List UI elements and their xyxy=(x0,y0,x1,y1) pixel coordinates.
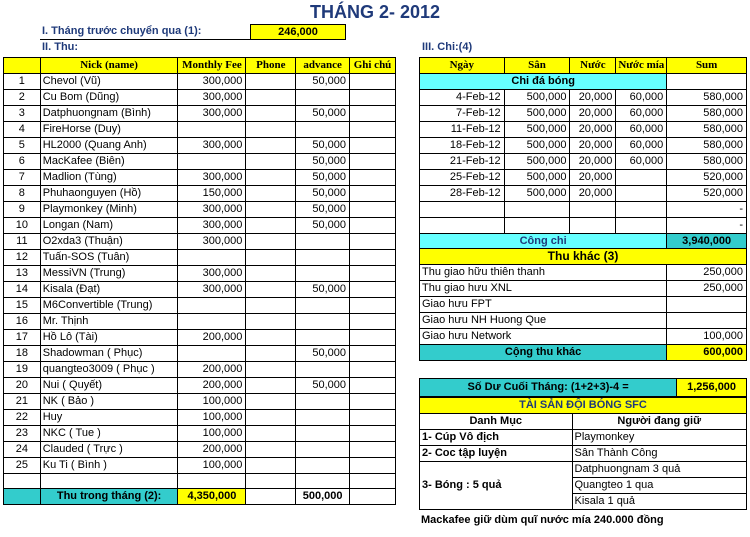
member-name[interactable]: Playmonkey (Minh) xyxy=(40,202,178,218)
monthly-fee[interactable]: 100,000 xyxy=(178,410,246,426)
member-name[interactable]: Huy xyxy=(40,410,178,426)
phone-fee[interactable] xyxy=(246,122,296,138)
other-income-name[interactable]: Giao hưu NH Huong Que xyxy=(420,313,667,329)
table-row xyxy=(4,298,396,314)
advance-fee[interactable] xyxy=(296,362,350,378)
advance-fee[interactable] xyxy=(296,250,350,266)
note-cell[interactable] xyxy=(350,426,396,442)
expense-water[interactable]: 20,000 xyxy=(570,106,616,122)
header-field: Sân xyxy=(504,58,570,74)
expense-sum[interactable]: 520,000 xyxy=(667,170,747,186)
monthly-fee[interactable]: 300,000 xyxy=(178,170,246,186)
member-name[interactable]: Longan (Nam) xyxy=(40,218,178,234)
header-index xyxy=(4,58,41,74)
advance-fee[interactable]: 50,000 xyxy=(296,106,350,122)
expense-water[interactable]: 20,000 xyxy=(570,154,616,170)
header-advance: advance xyxy=(296,58,350,74)
table-row xyxy=(420,329,747,345)
member-name[interactable]: Clauded ( Trực ) xyxy=(40,442,178,458)
fund-note: Mackafee giữ dùm quĩ nước mía 240.000 đồng xyxy=(421,514,664,526)
other-income-name[interactable]: Giao hưu FPT xyxy=(420,297,667,313)
table-row xyxy=(4,170,396,186)
row-index: 2 xyxy=(4,90,41,106)
note-cell[interactable] xyxy=(350,442,396,458)
advance-fee[interactable]: 50,000 xyxy=(296,186,350,202)
asset-balls-holder[interactable]: Kisala 1 quả xyxy=(572,494,747,510)
balance-value[interactable]: 1,256,000 xyxy=(677,379,747,397)
note-cell[interactable] xyxy=(350,314,396,330)
other-income-value[interactable]: 100,000 xyxy=(667,329,747,345)
monthly-fee[interactable]: 100,000 xyxy=(178,394,246,410)
phone-fee[interactable] xyxy=(246,442,296,458)
table-row xyxy=(420,106,747,122)
expense-field[interactable]: 500,000 xyxy=(504,90,570,106)
advance-fee[interactable] xyxy=(296,266,350,282)
row-index: 3 xyxy=(4,106,41,122)
table-row xyxy=(420,202,747,218)
member-name[interactable]: Mr. Thịnh xyxy=(40,314,178,330)
member-name[interactable]: HL2000 (Quang Anh) xyxy=(40,138,178,154)
header-name: Nick (name) xyxy=(40,58,178,74)
table-row xyxy=(4,250,396,266)
expense-field[interactable]: 500,000 xyxy=(504,186,570,202)
asset-balls-holder[interactable]: Quangteo 1 qua xyxy=(572,478,747,494)
expense-cane[interactable]: 60,000 xyxy=(616,138,667,154)
expense-total-label: Công chi xyxy=(420,234,667,250)
member-name[interactable]: FireHorse (Duy) xyxy=(40,122,178,138)
income-table xyxy=(3,57,396,505)
income-total-advance[interactable]: 500,000 xyxy=(296,489,350,505)
row-index: 6 xyxy=(4,154,41,170)
other-income-value[interactable]: 250,000 xyxy=(667,265,747,281)
expense-cane[interactable] xyxy=(616,170,667,186)
row-index: 25 xyxy=(4,458,41,474)
table-row xyxy=(4,394,396,410)
table-row xyxy=(4,122,396,138)
monthly-fee[interactable]: 300,000 xyxy=(178,218,246,234)
row-index: 16 xyxy=(4,314,41,330)
table-row xyxy=(4,138,396,154)
assets-label: TÀI SẢN ĐỘI BÓNG SFC xyxy=(420,398,747,414)
advance-fee[interactable]: 50,000 xyxy=(296,346,350,362)
row-index: 12 xyxy=(4,250,41,266)
advance-fee[interactable]: 50,000 xyxy=(296,170,350,186)
table-row xyxy=(420,170,747,186)
member-name[interactable]: O2xda3 (Thuận) xyxy=(40,234,178,250)
advance-fee[interactable]: 50,000 xyxy=(296,378,350,394)
header-date: Ngày xyxy=(420,58,505,74)
expense-date[interactable]: 21-Feb-12 xyxy=(420,154,505,170)
expense-field[interactable]: 500,000 xyxy=(504,122,570,138)
note-cell[interactable] xyxy=(350,410,396,426)
monthly-fee[interactable]: 300,000 xyxy=(178,202,246,218)
expense-sum[interactable]: 520,000 xyxy=(667,186,747,202)
expense-field[interactable]: 500,000 xyxy=(504,138,570,154)
asset-name: 1- Cúp Vô địch xyxy=(420,430,573,446)
table-row xyxy=(420,90,747,106)
row-index: 7 xyxy=(4,170,41,186)
note-cell[interactable] xyxy=(350,74,396,90)
header-sum: Sum xyxy=(667,58,747,74)
expense-label: III. Chi:(4) xyxy=(422,41,473,53)
income-total-fee[interactable]: 4,350,000 xyxy=(178,489,246,505)
asset-balls-holder[interactable]: Datphuongnam 3 quả xyxy=(572,462,747,478)
table-row xyxy=(4,90,396,106)
note-cell[interactable] xyxy=(350,346,396,362)
expense-date[interactable] xyxy=(420,218,505,234)
note-cell[interactable] xyxy=(350,394,396,410)
phone-fee[interactable] xyxy=(246,234,296,250)
monthly-fee[interactable] xyxy=(178,346,246,362)
monthly-fee[interactable]: 300,000 xyxy=(178,90,246,106)
advance-fee[interactable] xyxy=(296,234,350,250)
phone-fee[interactable] xyxy=(246,138,296,154)
expense-section-label: Chi đá bóng xyxy=(420,74,667,90)
expense-field[interactable]: 500,000 xyxy=(504,106,570,122)
member-name[interactable]: Ku Ti ( Bình ) xyxy=(40,458,178,474)
note-cell[interactable] xyxy=(350,298,396,314)
phone-fee[interactable] xyxy=(246,74,296,90)
advance-fee[interactable]: 50,000 xyxy=(296,138,350,154)
asset-holder[interactable]: Playmonkey xyxy=(572,430,747,446)
expense-water[interactable]: 20,000 xyxy=(570,186,616,202)
table-row xyxy=(420,218,747,234)
member-name[interactable]: Tuấn-SOS (Tuân) xyxy=(40,250,178,266)
note-cell[interactable] xyxy=(350,282,396,298)
phone-fee[interactable] xyxy=(246,410,296,426)
phone-fee[interactable] xyxy=(246,250,296,266)
expense-date[interactable]: 18-Feb-12 xyxy=(420,138,505,154)
advance-fee[interactable] xyxy=(296,458,350,474)
other-income-table xyxy=(419,248,747,361)
note-cell[interactable] xyxy=(350,154,396,170)
advance-fee[interactable] xyxy=(296,314,350,330)
table-row xyxy=(420,281,747,297)
row-index: 17 xyxy=(4,330,41,346)
expense-total[interactable]: 3,940,000 xyxy=(667,234,747,250)
expense-field[interactable] xyxy=(504,218,570,234)
carryover-label: I. Tháng trước chuyển qua (1): xyxy=(40,24,250,40)
note-cell[interactable] xyxy=(350,138,396,154)
row-index: 11 xyxy=(4,234,41,250)
phone-fee[interactable] xyxy=(246,330,296,346)
table-row xyxy=(4,202,396,218)
income-total-label: Thu trong tháng (2): xyxy=(40,489,178,505)
table-row xyxy=(4,442,396,458)
monthly-fee[interactable] xyxy=(178,154,246,170)
member-name[interactable]: Phuhaonguyen (Hồ) xyxy=(40,186,178,202)
monthly-fee[interactable]: 150,000 xyxy=(178,186,246,202)
advance-fee[interactable]: 50,000 xyxy=(296,74,350,90)
member-name[interactable]: MessiVN (Trung) xyxy=(40,266,178,282)
monthly-fee[interactable] xyxy=(178,250,246,266)
table-row xyxy=(4,282,396,298)
advance-fee[interactable] xyxy=(296,442,350,458)
note-cell[interactable] xyxy=(350,330,396,346)
phone-fee[interactable] xyxy=(246,202,296,218)
expense-date[interactable]: 25-Feb-12 xyxy=(420,170,505,186)
expense-water[interactable]: 20,000 xyxy=(570,122,616,138)
table-row xyxy=(4,378,396,394)
expense-field[interactable]: 500,000 xyxy=(504,170,570,186)
phone-fee[interactable] xyxy=(246,314,296,330)
table-row xyxy=(4,346,396,362)
member-name[interactable]: MacKafee (Biên) xyxy=(40,154,178,170)
advance-fee[interactable] xyxy=(296,298,350,314)
member-name[interactable]: Cu Bom (Dũng) xyxy=(40,90,178,106)
table-row xyxy=(4,154,396,170)
member-name[interactable]: Hồ Lô (Tài) xyxy=(40,330,178,346)
note-cell[interactable] xyxy=(350,90,396,106)
phone-fee[interactable] xyxy=(246,106,296,122)
expense-water[interactable] xyxy=(570,202,616,218)
advance-fee[interactable]: 50,000 xyxy=(296,154,350,170)
row-index: 23 xyxy=(4,426,41,442)
table-row xyxy=(420,122,747,138)
monthly-fee[interactable]: 300,000 xyxy=(178,74,246,90)
monthly-fee[interactable]: 300,000 xyxy=(178,138,246,154)
monthly-fee[interactable]: 300,000 xyxy=(178,106,246,122)
row-index: 13 xyxy=(4,266,41,282)
member-name[interactable]: NKC ( Tue ) xyxy=(40,426,178,442)
header-note: Ghi chú xyxy=(350,58,396,74)
expense-sum[interactable]: 580,000 xyxy=(667,154,747,170)
expense-date[interactable]: 28-Feb-12 xyxy=(420,186,505,202)
row-index: 19 xyxy=(4,362,41,378)
expense-table xyxy=(419,57,747,250)
row-index: 24 xyxy=(4,442,41,458)
row-index: 14 xyxy=(4,282,41,298)
other-income-name[interactable]: Thu giao hữu thiên thanh xyxy=(420,265,667,281)
expense-water[interactable]: 20,000 xyxy=(570,90,616,106)
monthly-fee[interactable]: 200,000 xyxy=(178,442,246,458)
table-row xyxy=(4,410,396,426)
expense-water[interactable] xyxy=(570,218,616,234)
monthly-fee[interactable] xyxy=(178,122,246,138)
table-row xyxy=(4,106,396,122)
table-row xyxy=(4,458,396,474)
row-index: 9 xyxy=(4,202,41,218)
member-name[interactable]: Madlion (Tùng) xyxy=(40,170,178,186)
other-income-name[interactable]: Giao hưu Network xyxy=(420,329,667,345)
asset-name: 2- Coc tập luyện xyxy=(420,446,573,462)
monthly-fee[interactable]: 100,000 xyxy=(178,426,246,442)
advance-fee[interactable] xyxy=(296,394,350,410)
carryover-value[interactable]: 246,000 xyxy=(250,24,346,40)
expense-cane[interactable]: 60,000 xyxy=(616,122,667,138)
assets-table xyxy=(419,397,747,510)
phone-fee[interactable] xyxy=(246,378,296,394)
advance-fee[interactable]: 50,000 xyxy=(296,282,350,298)
expense-cane[interactable] xyxy=(616,186,667,202)
expense-cane[interactable]: 60,000 xyxy=(616,106,667,122)
note-cell[interactable] xyxy=(350,266,396,282)
note-cell[interactable] xyxy=(350,234,396,250)
monthly-fee[interactable] xyxy=(178,314,246,330)
assets-header-category: Danh Mục xyxy=(420,414,573,430)
member-name[interactable]: Datphuongnam (Bình) xyxy=(40,106,178,122)
table-row xyxy=(4,74,396,90)
page-title: THÁNG 2- 2012 xyxy=(309,2,441,22)
balance-label: Số Dư Cuối Tháng: (1+2+3)-4 = xyxy=(420,379,677,397)
note-cell[interactable] xyxy=(350,378,396,394)
advance-fee[interactable] xyxy=(296,122,350,138)
expense-cane[interactable]: 60,000 xyxy=(616,90,667,106)
expense-sum[interactable]: - xyxy=(667,218,747,234)
phone-fee[interactable] xyxy=(246,426,296,442)
table-row xyxy=(420,186,747,202)
advance-fee[interactable]: 50,000 xyxy=(296,202,350,218)
table-row xyxy=(4,218,396,234)
monthly-fee[interactable]: 100,000 xyxy=(178,458,246,474)
expense-date[interactable]: 7-Feb-12 xyxy=(420,106,505,122)
monthly-fee[interactable]: 200,000 xyxy=(178,330,246,346)
header-cane: Nước mía xyxy=(616,58,667,74)
table-row xyxy=(4,426,396,442)
advance-fee[interactable] xyxy=(296,410,350,426)
other-income-total[interactable]: 600,000 xyxy=(667,345,747,361)
table-row xyxy=(4,234,396,250)
row-index: 22 xyxy=(4,410,41,426)
row-index: 1 xyxy=(4,74,41,90)
asset-holder[interactable]: Sân Thành Công xyxy=(572,446,747,462)
phone-fee[interactable] xyxy=(246,282,296,298)
expense-cane[interactable] xyxy=(616,218,667,234)
advance-fee[interactable] xyxy=(296,330,350,346)
table-row xyxy=(4,266,396,282)
note-cell[interactable] xyxy=(350,218,396,234)
header-phone: Phone xyxy=(246,58,296,74)
note-cell[interactable] xyxy=(350,362,396,378)
member-name[interactable]: NK ( Bảo ) xyxy=(40,394,178,410)
header-fee: Monthly Fee xyxy=(178,58,246,74)
row-index: 5 xyxy=(4,138,41,154)
note-cell[interactable] xyxy=(350,186,396,202)
header-water: Nước xyxy=(570,58,616,74)
table-row xyxy=(420,297,747,313)
expense-sum[interactable]: 580,000 xyxy=(667,138,747,154)
expense-sum[interactable]: - xyxy=(667,202,747,218)
expense-date[interactable]: 11-Feb-12 xyxy=(420,122,505,138)
note-cell[interactable] xyxy=(350,458,396,474)
row-index: 8 xyxy=(4,186,41,202)
monthly-fee[interactable]: 200,000 xyxy=(178,378,246,394)
member-name[interactable]: quangteo3009 ( Phục ) xyxy=(40,362,178,378)
balance-row xyxy=(419,378,747,397)
table-row xyxy=(420,138,747,154)
member-name[interactable]: Shadowman ( Phục) xyxy=(40,346,178,362)
phone-fee[interactable] xyxy=(246,154,296,170)
phone-fee[interactable] xyxy=(246,170,296,186)
asset-balls-label: 3- Bóng : 5 quả xyxy=(420,462,573,510)
note-cell[interactable] xyxy=(350,202,396,218)
expense-sum[interactable]: 580,000 xyxy=(667,106,747,122)
other-income-name[interactable]: Thu giao hưu XNL xyxy=(420,281,667,297)
income-label: II. Thu: xyxy=(42,41,79,53)
expense-sum[interactable]: 580,000 xyxy=(667,122,747,138)
expense-field[interactable]: 500,000 xyxy=(504,154,570,170)
member-name[interactable]: Chevol (Vũ) xyxy=(40,74,178,90)
phone-fee[interactable] xyxy=(246,394,296,410)
phone-fee[interactable] xyxy=(246,458,296,474)
assets-header-holder: Người đang giữ xyxy=(572,414,747,430)
expense-field[interactable] xyxy=(504,202,570,218)
advance-fee[interactable] xyxy=(296,426,350,442)
phone-fee[interactable] xyxy=(246,346,296,362)
note-cell[interactable] xyxy=(350,170,396,186)
table-row xyxy=(420,265,747,281)
table-row xyxy=(4,362,396,378)
other-income-value[interactable]: 250,000 xyxy=(667,281,747,297)
row-index: 18 xyxy=(4,346,41,362)
phone-fee[interactable] xyxy=(246,186,296,202)
expense-water[interactable]: 20,000 xyxy=(570,170,616,186)
expense-cane[interactable]: 60,000 xyxy=(616,154,667,170)
monthly-fee[interactable]: 300,000 xyxy=(178,282,246,298)
table-row xyxy=(420,313,747,329)
expense-cane[interactable] xyxy=(616,202,667,218)
expense-date[interactable] xyxy=(420,202,505,218)
advance-fee[interactable] xyxy=(296,90,350,106)
monthly-fee[interactable] xyxy=(178,298,246,314)
row-index: 10 xyxy=(4,218,41,234)
note-cell[interactable] xyxy=(350,106,396,122)
row-index: 20 xyxy=(4,378,41,394)
row-index: 21 xyxy=(4,394,41,410)
phone-fee[interactable] xyxy=(246,362,296,378)
expense-date[interactable]: 4-Feb-12 xyxy=(420,90,505,106)
table-row xyxy=(4,330,396,346)
other-income-total-label: Cộng thu khác xyxy=(420,345,667,361)
table-row xyxy=(420,154,747,170)
expense-sum[interactable]: 580,000 xyxy=(667,90,747,106)
monthly-fee[interactable]: 300,000 xyxy=(178,266,246,282)
other-income-label: Thu khác (3) xyxy=(420,249,747,265)
row-index: 15 xyxy=(4,298,41,314)
other-income-value[interactable] xyxy=(667,313,747,329)
expense-water[interactable]: 20,000 xyxy=(570,138,616,154)
note-cell[interactable] xyxy=(350,250,396,266)
monthly-fee[interactable]: 300,000 xyxy=(178,234,246,250)
phone-fee[interactable] xyxy=(246,90,296,106)
member-name[interactable]: Kisala (Đạt) xyxy=(40,282,178,298)
phone-fee[interactable] xyxy=(246,298,296,314)
member-name[interactable]: Nui ( Quyết) xyxy=(40,378,178,394)
phone-fee[interactable] xyxy=(246,266,296,282)
table-row xyxy=(4,314,396,330)
table-row xyxy=(4,186,396,202)
monthly-fee[interactable]: 200,000 xyxy=(178,362,246,378)
row-index: 4 xyxy=(4,122,41,138)
other-income-value[interactable] xyxy=(667,297,747,313)
phone-fee[interactable] xyxy=(246,218,296,234)
note-cell[interactable] xyxy=(350,122,396,138)
member-name[interactable]: M6Convertible (Trung) xyxy=(40,298,178,314)
advance-fee[interactable]: 50,000 xyxy=(296,218,350,234)
